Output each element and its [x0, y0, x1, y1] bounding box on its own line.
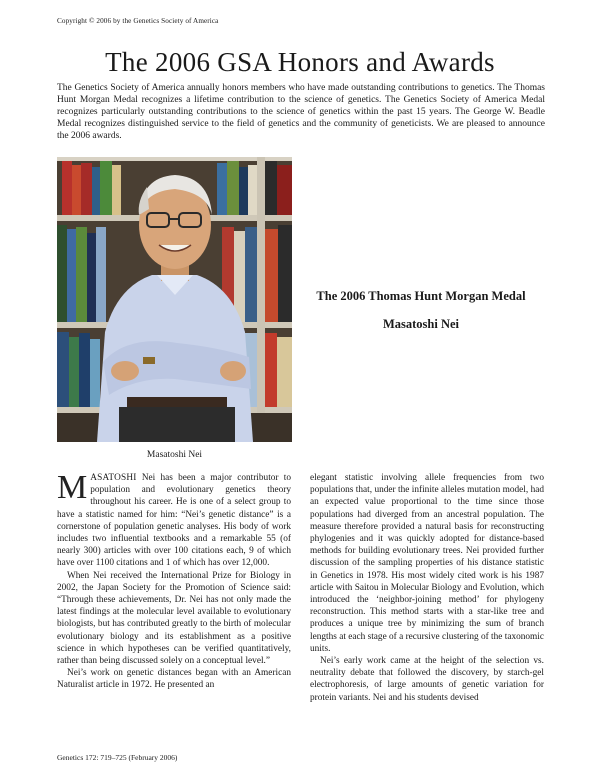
article-paragraph-2: When Nei received the International Prize for Biology in 2002, the Japan Society for the Promotion of Science said: “Through these achievements, Dr. Nei has not only made the latest findings at the molecular level available to evolutionary biologists, but has contributed greatly to the birth of molecular evolutionary biology and its establishment as a positive science in which hypotheses can be verified quantitatively, rather than being discussed solely on a conceptual level.”	[57, 570, 291, 667]
medal-recipient-name: Masatoshi Nei	[382, 317, 460, 331]
article-paragraph-5: Nei’s early work came at the height of the selection vs. neutrality debate that followed the discovery, by starch-gel electrophoresis, of large amounts of genetic variation for protein variants. Nei and his students devised	[310, 656, 544, 703]
paragraph-1-text: Nei has been a major contributor to population and evolutionary genetics theory throughout his career. He is one of a select group to have a statistic named for him: “Nei’s genetic distance” is a cornerstone of population genetic analyses. His body of work includes two influential textbooks and a remarkable 55 (of nearly 300) articles with over 100 citations each, 9 of which have over 1100 citations and 1 of which has over 12,000.	[57, 473, 291, 569]
medal-heading: The 2006 Thomas Hunt Morgan Medal	[316, 289, 526, 303]
article-column-right	[310, 472, 544, 704]
drop-cap: M	[57, 469, 88, 506]
photo-caption: Masatoshi Nei	[146, 450, 203, 460]
page-title: The 2006 GSA Honors and Awards	[105, 47, 495, 77]
article-paragraph-4: elegant statistic involving allele frequencies from two populations that, under the infinite alleles mutation model, had an expected value proportional to the time since those populations had diverged from an ancestral population. The measure therefore provided a natural basis for reconstructing phylogenies and it was quickly adopted for distance-based methods for building evolutionary trees. Nei provided further discussion of the sampling properties of his distance statistic in Genetics in 1978. His most widely cited work is his 1987 article with Saitou in Molecular Biology and Evolution, which introduced the ‘neighbor-joining method’ for phylogeny reconstruction. This method starts with a star-like tree and produces a unique tree by minimizing the sum of branch lengths at each stage of a recursive clustering of the taxonomic units.	[310, 473, 544, 654]
article-paragraph-3: Nei’s work on genetic distances began with an American Naturalist article in 1972. He presented an	[57, 668, 291, 691]
intro-paragraph: The Genetics Society of America annually honors members who have made outstanding contributions to genetics. The Thomas Hunt Morgan Medal recognizes a lifetime contribution to the science of genetics. The Genetics Society of America Medal recognizes particularly outstanding contributions to the science of genetics within the past 15 years. The George W. Beadle Medal recognizes distinguished service to the field of genetics and the community of geneticists. We are pleased to announce the 2006 awards.	[57, 83, 545, 142]
article-paragraph-1	[57, 469, 291, 570]
copyright-notice: Copyright © 2006 by the Genetics Society of America	[57, 17, 219, 25]
journal-citation: Genetics 172: 719–725 (February 2006)	[57, 753, 178, 762]
portrait-photo	[57, 157, 292, 442]
lead-in-smallcaps: ASATOSHI	[90, 473, 137, 483]
article-column-left	[57, 469, 291, 692]
